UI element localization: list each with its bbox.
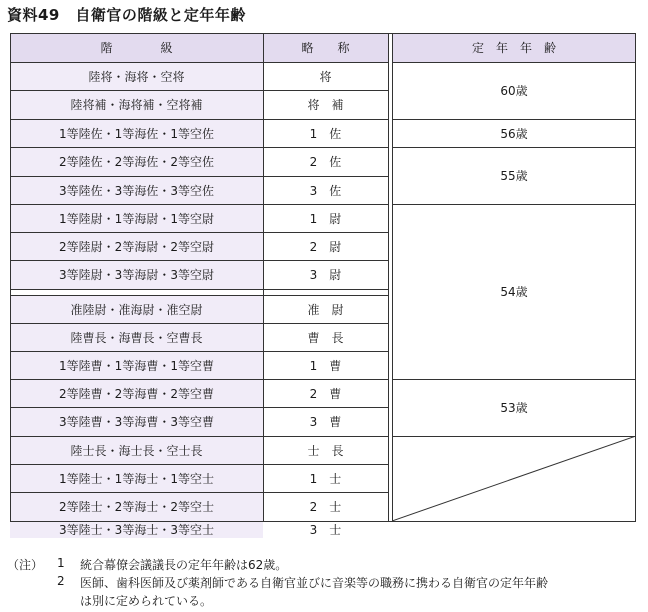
notes-marker: （注） [7, 558, 44, 572]
row-divider [10, 295, 389, 296]
abbreviation-cell: 2 士 [309, 500, 342, 514]
abbreviation-cell: 2 佐 [309, 155, 342, 169]
note-2-number: 2 [57, 574, 65, 588]
row-divider [10, 90, 389, 91]
column-divider [388, 33, 389, 521]
rank-retirement-table [10, 33, 636, 550]
header-abbreviation: 略 称 [263, 33, 388, 62]
abbreviation-cell: 将 [319, 69, 332, 84]
abbreviation-cell: 士 長 [307, 443, 344, 458]
note-1-number: 1 [57, 556, 65, 570]
empty-cell-diagonal [392, 436, 636, 521]
row-divider [10, 436, 389, 437]
row-divider [10, 492, 389, 493]
note-1-text: 統合幕僚会議議長の定年年齢は62歳。 [80, 558, 288, 572]
abbreviation-cell: 3 佐 [309, 183, 342, 198]
row-divider [10, 351, 389, 352]
retirement-age-cell: 55歳 [500, 169, 528, 183]
rank-cell: 陸曹長・海曹長・空曹長 [10, 323, 263, 351]
row-divider [10, 147, 389, 148]
rank-cell: 陸将・海将・空将 [10, 62, 263, 90]
rank-cell: 陸士長・海士長・空士長 [10, 436, 263, 464]
rank-cell: 2等陸佐・2等海佐・2等空佐 [10, 147, 263, 176]
abbreviation-cell: 1 曹 [309, 358, 342, 373]
retirement-age-cell: 60歳 [500, 84, 528, 98]
age-group-divider [392, 62, 636, 63]
row-divider [10, 260, 389, 261]
abbreviation-cell: 3 尉 [309, 268, 342, 282]
row-divider [10, 204, 389, 205]
row-divider [10, 289, 389, 290]
row-divider [10, 62, 389, 63]
note-2-text: 医師、歯科医師及び薬剤師である自衛官並びに音楽等の職務に携わる自衛官の定年年齢 [80, 576, 549, 590]
age-group-divider [392, 147, 636, 148]
rank-cell: 1等陸佐・1等海佐・1等空佐 [10, 119, 263, 147]
abbreviation-cell: 2 尉 [309, 239, 342, 254]
rank-cell: 2等陸尉・2等海尉・2等空尉 [10, 232, 263, 260]
table-bottom-border [10, 521, 636, 522]
age-group-divider [392, 204, 636, 205]
row-divider [10, 379, 389, 380]
abbreviation-cell: 曹 長 [307, 330, 344, 345]
retirement-age-cell: 54歳 [500, 285, 528, 299]
abbreviation-cell: 3 曹 [309, 415, 342, 429]
rank-cell: 准陸尉・准海尉・准空尉 [10, 295, 263, 323]
rank-cell: 1等陸士・1等海士・1等空士 [10, 464, 263, 492]
rank-cell: 3等陸士・3等海士・3等空士 [10, 521, 263, 538]
row-divider [10, 464, 389, 465]
abbreviation-cell: 准 尉 [307, 302, 344, 317]
rank-cell: 2等陸曹・2等海曹・2等空曹 [10, 379, 263, 407]
table-top-border [10, 33, 636, 34]
rank-cell: 2等陸士・2等海士・2等空士 [10, 492, 263, 521]
table-left-border [10, 33, 11, 521]
row-divider [10, 232, 389, 233]
retirement-age-cell: 53歳 [500, 401, 528, 415]
row-divider [10, 119, 389, 120]
header-retirement-age: 定 年 年 齢 [392, 33, 636, 62]
note-2-continuation: は別に定められている。 [80, 594, 213, 608]
abbreviation-cell: 1 尉 [309, 211, 342, 226]
abbreviation-cell: 将 補 [307, 98, 344, 112]
abbreviation-cell: 2 曹 [309, 386, 342, 401]
row-divider [10, 407, 389, 408]
row-divider [10, 176, 389, 177]
retirement-age-cell: 56歳 [500, 126, 528, 141]
page-title: 資料49 自衛官の階級と定年年齢 [7, 6, 246, 24]
abbreviation-cell: 1 佐 [309, 126, 342, 141]
rank-cell: 3等陸尉・3等海尉・3等空尉 [10, 260, 263, 289]
age-group-divider [392, 119, 636, 120]
abbreviation-cell: 1 士 [309, 471, 342, 486]
rank-cell: 3等陸佐・3等海佐・3等空佐 [10, 176, 263, 204]
header-rank: 階 級 [10, 33, 263, 62]
rank-cell: 陸将補・海将補・空将補 [10, 90, 263, 119]
row-divider [10, 323, 389, 324]
abbreviation-cell: 3 士 [309, 523, 342, 537]
rank-cell: 1等陸曹・1等海曹・1等空曹 [10, 351, 263, 379]
rank-cell: 1等陸尉・1等海尉・1等空尉 [10, 204, 263, 232]
column-divider [263, 33, 264, 521]
age-group-divider [392, 379, 636, 380]
rank-cell: 3等陸曹・3等海曹・3等空曹 [10, 407, 263, 436]
